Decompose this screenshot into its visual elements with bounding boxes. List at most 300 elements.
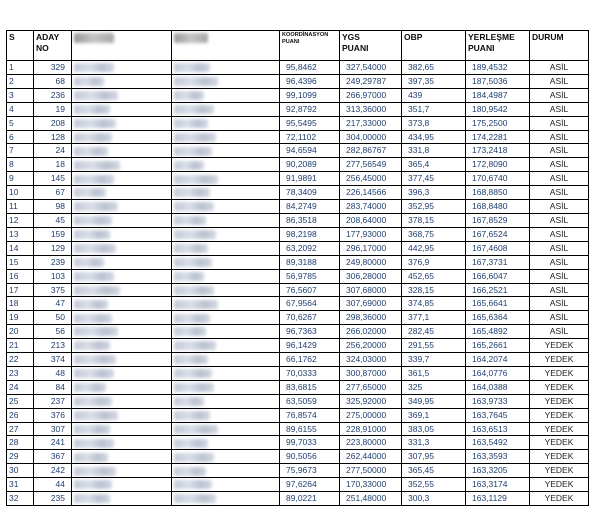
cell-name-redacted bbox=[72, 422, 172, 436]
cell-durum: ASİL bbox=[530, 130, 589, 144]
cell-koordinasyon: 99,1099 bbox=[280, 88, 340, 102]
cell-surname-redacted bbox=[172, 241, 280, 255]
cell-ygs: 313,36000 bbox=[340, 102, 402, 116]
redacted-text bbox=[174, 272, 204, 281]
cell-koordinasyon: 70,6267 bbox=[280, 311, 340, 325]
header-s: S bbox=[7, 31, 34, 61]
redacted-text bbox=[74, 188, 106, 197]
cell-name-redacted bbox=[72, 158, 172, 172]
cell-yerlesme: 164,0776 bbox=[466, 366, 530, 380]
cell-ygs: 327,54000 bbox=[340, 61, 402, 75]
cell-koordinasyon: 84,2749 bbox=[280, 200, 340, 214]
cell-s: 20 bbox=[7, 325, 34, 339]
redacted-text bbox=[174, 105, 214, 114]
cell-surname-redacted bbox=[172, 339, 280, 353]
redacted-text bbox=[74, 300, 108, 309]
cell-s: 30 bbox=[7, 464, 34, 478]
redacted-text bbox=[174, 147, 212, 156]
cell-yerlesme: 175,2500 bbox=[466, 116, 530, 130]
redacted-text bbox=[174, 439, 208, 448]
redacted-text bbox=[174, 411, 210, 420]
cell-name-redacted bbox=[72, 172, 172, 186]
redacted-text bbox=[74, 147, 108, 156]
cell-koordinasyon: 96,1429 bbox=[280, 339, 340, 353]
cell-surname-redacted bbox=[172, 102, 280, 116]
redacted-text bbox=[174, 425, 218, 434]
cell-koordinasyon: 89,0221 bbox=[280, 492, 340, 506]
cell-koordinasyon: 96,7363 bbox=[280, 325, 340, 339]
cell-name-redacted bbox=[72, 436, 172, 450]
cell-name-redacted bbox=[72, 380, 172, 394]
cell-surname-redacted bbox=[172, 213, 280, 227]
table-row bbox=[7, 283, 589, 297]
cell-aday-no: 367 bbox=[34, 450, 72, 464]
cell-koordinasyon: 63,5059 bbox=[280, 394, 340, 408]
cell-s: 13 bbox=[7, 227, 34, 241]
redacted-text bbox=[174, 314, 210, 323]
cell-aday-no: 84 bbox=[34, 380, 72, 394]
redacted-text bbox=[174, 202, 214, 211]
table-row bbox=[7, 130, 589, 144]
cell-durum: ASİL bbox=[530, 116, 589, 130]
table-row bbox=[7, 269, 589, 283]
cell-yerlesme: 165,4892 bbox=[466, 325, 530, 339]
redacted-text bbox=[74, 369, 114, 378]
cell-surname-redacted bbox=[172, 158, 280, 172]
redacted-text bbox=[174, 258, 212, 267]
table-row bbox=[7, 61, 589, 75]
header-koordinasyon: KOORDİNASYON PUANI bbox=[280, 31, 340, 61]
cell-s: 27 bbox=[7, 422, 34, 436]
cell-obp: 374,85 bbox=[402, 297, 466, 311]
cell-name-redacted bbox=[72, 478, 172, 492]
cell-surname-redacted bbox=[172, 144, 280, 158]
cell-aday-no: 56 bbox=[34, 325, 72, 339]
cell-aday-no: 48 bbox=[34, 366, 72, 380]
cell-surname-redacted bbox=[172, 464, 280, 478]
cell-name-redacted bbox=[72, 102, 172, 116]
cell-ygs: 296,17000 bbox=[340, 241, 402, 255]
cell-s: 10 bbox=[7, 186, 34, 200]
redacted-text bbox=[174, 480, 212, 489]
cell-yerlesme: 180,9542 bbox=[466, 102, 530, 116]
redacted-text bbox=[174, 467, 206, 476]
cell-koordinasyon: 86,3518 bbox=[280, 213, 340, 227]
cell-yerlesme: 163,3593 bbox=[466, 450, 530, 464]
table-row bbox=[7, 492, 589, 506]
cell-yerlesme: 168,8480 bbox=[466, 200, 530, 214]
redacted-text bbox=[174, 383, 214, 392]
cell-s: 28 bbox=[7, 436, 34, 450]
redacted-text bbox=[174, 216, 206, 225]
redacted-text bbox=[74, 119, 116, 128]
cell-obp: 376,9 bbox=[402, 255, 466, 269]
cell-obp: 282,45 bbox=[402, 325, 466, 339]
redacted-text bbox=[174, 300, 218, 309]
results-sheet bbox=[6, 30, 588, 506]
cell-name-redacted bbox=[72, 311, 172, 325]
cell-surname-redacted bbox=[172, 116, 280, 130]
header-durum: DURUM bbox=[530, 31, 589, 61]
cell-koordinasyon: 83,6815 bbox=[280, 380, 340, 394]
cell-s: 17 bbox=[7, 283, 34, 297]
redacted-text bbox=[74, 480, 112, 489]
cell-obp: 439 bbox=[402, 88, 466, 102]
cell-yerlesme: 167,6524 bbox=[466, 227, 530, 241]
redacted-text bbox=[74, 494, 110, 503]
cell-koordinasyon: 63,2092 bbox=[280, 241, 340, 255]
cell-obp: 307,95 bbox=[402, 450, 466, 464]
results-table bbox=[6, 30, 589, 506]
redacted-text bbox=[74, 272, 114, 281]
cell-obp: 365,45 bbox=[402, 464, 466, 478]
redacted-text bbox=[74, 341, 110, 350]
cell-durum: ASİL bbox=[530, 311, 589, 325]
cell-ygs: 256,20000 bbox=[340, 339, 402, 353]
redacted-text bbox=[74, 133, 112, 142]
cell-koordinasyon: 91,9891 bbox=[280, 172, 340, 186]
header-name-redacted bbox=[72, 31, 172, 61]
cell-surname-redacted bbox=[172, 353, 280, 367]
cell-aday-no: 237 bbox=[34, 394, 72, 408]
cell-obp: 331,8 bbox=[402, 144, 466, 158]
cell-durum: ASİL bbox=[530, 158, 589, 172]
cell-koordinasyon: 92,8792 bbox=[280, 102, 340, 116]
cell-ygs: 208,64000 bbox=[340, 213, 402, 227]
cell-yerlesme: 166,2521 bbox=[466, 283, 530, 297]
cell-name-redacted bbox=[72, 61, 172, 75]
redacted-text bbox=[74, 230, 110, 239]
cell-obp: 434,95 bbox=[402, 130, 466, 144]
cell-obp: 291,55 bbox=[402, 339, 466, 353]
cell-name-redacted bbox=[72, 241, 172, 255]
redacted-text bbox=[74, 383, 106, 392]
cell-surname-redacted bbox=[172, 478, 280, 492]
cell-aday-no: 235 bbox=[34, 492, 72, 506]
cell-koordinasyon: 76,8574 bbox=[280, 408, 340, 422]
cell-surname-redacted bbox=[172, 297, 280, 311]
redacted-text bbox=[174, 188, 210, 197]
cell-durum: ASİL bbox=[530, 213, 589, 227]
cell-durum: ASİL bbox=[530, 241, 589, 255]
cell-durum: YEDEK bbox=[530, 394, 589, 408]
cell-durum: ASİL bbox=[530, 325, 589, 339]
cell-ygs: 266,02000 bbox=[340, 325, 402, 339]
cell-aday-no: 213 bbox=[34, 339, 72, 353]
cell-ygs: 266,97000 bbox=[340, 88, 402, 102]
header-yerlesme: YERLEŞME PUANI bbox=[466, 31, 530, 61]
cell-durum: YEDEK bbox=[530, 339, 589, 353]
redacted-text bbox=[174, 286, 214, 295]
redacted-text bbox=[174, 230, 216, 239]
cell-name-redacted bbox=[72, 116, 172, 130]
cell-durum: YEDEK bbox=[530, 464, 589, 478]
cell-name-redacted bbox=[72, 408, 172, 422]
redacted-text bbox=[174, 133, 216, 142]
cell-ygs: 300,87000 bbox=[340, 366, 402, 380]
cell-yerlesme: 174,2281 bbox=[466, 130, 530, 144]
cell-yerlesme: 187,5036 bbox=[466, 74, 530, 88]
table-row bbox=[7, 74, 589, 88]
cell-name-redacted bbox=[72, 283, 172, 297]
cell-ygs: 307,69000 bbox=[340, 297, 402, 311]
cell-aday-no: 67 bbox=[34, 186, 72, 200]
table-row bbox=[7, 311, 589, 325]
cell-koordinasyon: 90,2089 bbox=[280, 158, 340, 172]
cell-obp: 368,75 bbox=[402, 227, 466, 241]
table-row bbox=[7, 394, 589, 408]
cell-ygs: 228,91000 bbox=[340, 422, 402, 436]
cell-surname-redacted bbox=[172, 366, 280, 380]
cell-aday-no: 128 bbox=[34, 130, 72, 144]
cell-surname-redacted bbox=[172, 422, 280, 436]
cell-obp: 361,5 bbox=[402, 366, 466, 380]
redacted-text bbox=[174, 119, 208, 128]
cell-aday-no: 98 bbox=[34, 200, 72, 214]
cell-ygs: 249,29787 bbox=[340, 74, 402, 88]
cell-obp: 378,15 bbox=[402, 213, 466, 227]
redacted-text bbox=[74, 202, 118, 211]
redacted-text bbox=[74, 425, 110, 434]
cell-durum: ASİL bbox=[530, 186, 589, 200]
table-row bbox=[7, 339, 589, 353]
cell-s: 11 bbox=[7, 200, 34, 214]
cell-durum: ASİL bbox=[530, 144, 589, 158]
cell-aday-no: 68 bbox=[34, 74, 72, 88]
cell-koordinasyon: 96,4396 bbox=[280, 74, 340, 88]
cell-ygs: 249,80000 bbox=[340, 255, 402, 269]
cell-koordinasyon: 76,5607 bbox=[280, 283, 340, 297]
cell-aday-no: 24 bbox=[34, 144, 72, 158]
cell-durum: YEDEK bbox=[530, 422, 589, 436]
cell-yerlesme: 189,4532 bbox=[466, 61, 530, 75]
table-row bbox=[7, 241, 589, 255]
cell-obp: 349,95 bbox=[402, 394, 466, 408]
cell-yerlesme: 172,8090 bbox=[466, 158, 530, 172]
cell-obp: 351,7 bbox=[402, 102, 466, 116]
cell-aday-no: 159 bbox=[34, 227, 72, 241]
cell-yerlesme: 166,6047 bbox=[466, 269, 530, 283]
cell-s: 22 bbox=[7, 353, 34, 367]
table-row bbox=[7, 227, 589, 241]
cell-surname-redacted bbox=[172, 227, 280, 241]
redacted-text bbox=[174, 175, 218, 184]
cell-yerlesme: 163,3205 bbox=[466, 464, 530, 478]
redacted-text bbox=[74, 314, 112, 323]
cell-name-redacted bbox=[72, 464, 172, 478]
cell-durum: ASİL bbox=[530, 297, 589, 311]
cell-aday-no: 50 bbox=[34, 311, 72, 325]
cell-name-redacted bbox=[72, 74, 172, 88]
cell-yerlesme: 164,0388 bbox=[466, 380, 530, 394]
cell-koordinasyon: 75,9673 bbox=[280, 464, 340, 478]
table-row bbox=[7, 88, 589, 102]
table-row bbox=[7, 297, 589, 311]
cell-obp: 377,45 bbox=[402, 172, 466, 186]
redacted-text bbox=[74, 327, 118, 336]
cell-durum: YEDEK bbox=[530, 450, 589, 464]
cell-durum: YEDEK bbox=[530, 366, 589, 380]
cell-koordinasyon: 94,6594 bbox=[280, 144, 340, 158]
cell-yerlesme: 165,6641 bbox=[466, 297, 530, 311]
cell-aday-no: 376 bbox=[34, 408, 72, 422]
cell-surname-redacted bbox=[172, 88, 280, 102]
cell-yerlesme: 167,4608 bbox=[466, 241, 530, 255]
table-row bbox=[7, 478, 589, 492]
cell-name-redacted bbox=[72, 200, 172, 214]
table-row bbox=[7, 200, 589, 214]
cell-obp: 365,4 bbox=[402, 158, 466, 172]
cell-ygs: 275,00000 bbox=[340, 408, 402, 422]
cell-name-redacted bbox=[72, 353, 172, 367]
cell-aday-no: 47 bbox=[34, 297, 72, 311]
cell-obp: 369,1 bbox=[402, 408, 466, 422]
cell-name-redacted bbox=[72, 269, 172, 283]
cell-ygs: 262,44000 bbox=[340, 450, 402, 464]
cell-obp: 352,95 bbox=[402, 200, 466, 214]
cell-obp: 300,3 bbox=[402, 492, 466, 506]
redacted-text bbox=[74, 258, 104, 267]
cell-s: 5 bbox=[7, 116, 34, 130]
cell-name-redacted bbox=[72, 130, 172, 144]
redacted-text bbox=[174, 77, 218, 86]
cell-koordinasyon: 95,5495 bbox=[280, 116, 340, 130]
redacted-text bbox=[74, 453, 108, 462]
table-row bbox=[7, 450, 589, 464]
cell-s: 16 bbox=[7, 269, 34, 283]
cell-ygs: 251,48000 bbox=[340, 492, 402, 506]
cell-s: 21 bbox=[7, 339, 34, 353]
cell-surname-redacted bbox=[172, 450, 280, 464]
redacted-text bbox=[74, 77, 104, 86]
cell-s: 8 bbox=[7, 158, 34, 172]
cell-name-redacted bbox=[72, 492, 172, 506]
redacted-text bbox=[174, 91, 204, 100]
cell-obp: 377,1 bbox=[402, 311, 466, 325]
cell-aday-no: 208 bbox=[34, 116, 72, 130]
cell-ygs: 226,14566 bbox=[340, 186, 402, 200]
redacted-text bbox=[74, 286, 120, 295]
cell-ygs: 277,50000 bbox=[340, 464, 402, 478]
cell-name-redacted bbox=[72, 450, 172, 464]
cell-ygs: 170,33000 bbox=[340, 478, 402, 492]
cell-name-redacted bbox=[72, 255, 172, 269]
redacted-text bbox=[74, 161, 120, 170]
cell-aday-no: 129 bbox=[34, 241, 72, 255]
cell-ygs: 256,45000 bbox=[340, 172, 402, 186]
cell-s: 18 bbox=[7, 297, 34, 311]
cell-aday-no: 329 bbox=[34, 61, 72, 75]
table-row bbox=[7, 158, 589, 172]
redacted-text bbox=[174, 494, 216, 503]
cell-s: 2 bbox=[7, 74, 34, 88]
redacted-text bbox=[174, 341, 216, 350]
redacted-text bbox=[174, 161, 204, 170]
cell-obp: 339,7 bbox=[402, 353, 466, 367]
cell-surname-redacted bbox=[172, 255, 280, 269]
cell-ygs: 217,33000 bbox=[340, 116, 402, 130]
cell-s: 6 bbox=[7, 130, 34, 144]
cell-s: 14 bbox=[7, 241, 34, 255]
table-row bbox=[7, 380, 589, 394]
cell-aday-no: 307 bbox=[34, 422, 72, 436]
header-obp: OBP bbox=[402, 31, 466, 61]
cell-ygs: 223,80000 bbox=[340, 436, 402, 450]
cell-durum: YEDEK bbox=[530, 353, 589, 367]
header-ygs: YGS PUANI bbox=[340, 31, 402, 61]
table-row bbox=[7, 172, 589, 186]
cell-s: 9 bbox=[7, 172, 34, 186]
redacted-text bbox=[174, 369, 212, 378]
table-row bbox=[7, 422, 589, 436]
cell-durum: YEDEK bbox=[530, 408, 589, 422]
redacted-text bbox=[74, 175, 114, 184]
cell-aday-no: 375 bbox=[34, 283, 72, 297]
cell-name-redacted bbox=[72, 186, 172, 200]
cell-ygs: 282,86767 bbox=[340, 144, 402, 158]
cell-aday-no: 236 bbox=[34, 88, 72, 102]
cell-koordinasyon: 78,3409 bbox=[280, 186, 340, 200]
cell-ygs: 277,56549 bbox=[340, 158, 402, 172]
cell-surname-redacted bbox=[172, 492, 280, 506]
table-row bbox=[7, 464, 589, 478]
cell-surname-redacted bbox=[172, 200, 280, 214]
cell-s: 32 bbox=[7, 492, 34, 506]
cell-surname-redacted bbox=[172, 380, 280, 394]
cell-yerlesme: 163,1129 bbox=[466, 492, 530, 506]
table-row bbox=[7, 144, 589, 158]
cell-yerlesme: 173,2418 bbox=[466, 144, 530, 158]
cell-koordinasyon: 89,3188 bbox=[280, 255, 340, 269]
header-surname-redacted bbox=[172, 31, 280, 61]
cell-koordinasyon: 67,9564 bbox=[280, 297, 340, 311]
cell-aday-no: 45 bbox=[34, 213, 72, 227]
cell-surname-redacted bbox=[172, 394, 280, 408]
cell-s: 24 bbox=[7, 380, 34, 394]
redacted-text bbox=[74, 411, 118, 420]
cell-s: 26 bbox=[7, 408, 34, 422]
cell-aday-no: 145 bbox=[34, 172, 72, 186]
cell-surname-redacted bbox=[172, 61, 280, 75]
cell-surname-redacted bbox=[172, 172, 280, 186]
cell-obp: 373,8 bbox=[402, 116, 466, 130]
cell-ygs: 177,93000 bbox=[340, 227, 402, 241]
redacted-text bbox=[174, 327, 206, 336]
cell-yerlesme: 163,3174 bbox=[466, 478, 530, 492]
redacted-text bbox=[174, 453, 214, 462]
cell-s: 1 bbox=[7, 61, 34, 75]
cell-yerlesme: 163,5492 bbox=[466, 436, 530, 450]
cell-s: 19 bbox=[7, 311, 34, 325]
cell-koordinasyon: 72,1102 bbox=[280, 130, 340, 144]
cell-durum: YEDEK bbox=[530, 478, 589, 492]
cell-koordinasyon: 98,2198 bbox=[280, 227, 340, 241]
cell-s: 12 bbox=[7, 213, 34, 227]
cell-surname-redacted bbox=[172, 269, 280, 283]
table-row bbox=[7, 186, 589, 200]
cell-name-redacted bbox=[72, 297, 172, 311]
cell-name-redacted bbox=[72, 394, 172, 408]
cell-aday-no: 44 bbox=[34, 478, 72, 492]
cell-durum: ASİL bbox=[530, 227, 589, 241]
cell-koordinasyon: 90,5056 bbox=[280, 450, 340, 464]
cell-koordinasyon: 99,7033 bbox=[280, 436, 340, 450]
redacted-text bbox=[74, 63, 114, 72]
cell-obp: 397,35 bbox=[402, 74, 466, 88]
redacted-text bbox=[74, 439, 114, 448]
redacted-text bbox=[74, 91, 118, 100]
cell-durum: ASİL bbox=[530, 74, 589, 88]
